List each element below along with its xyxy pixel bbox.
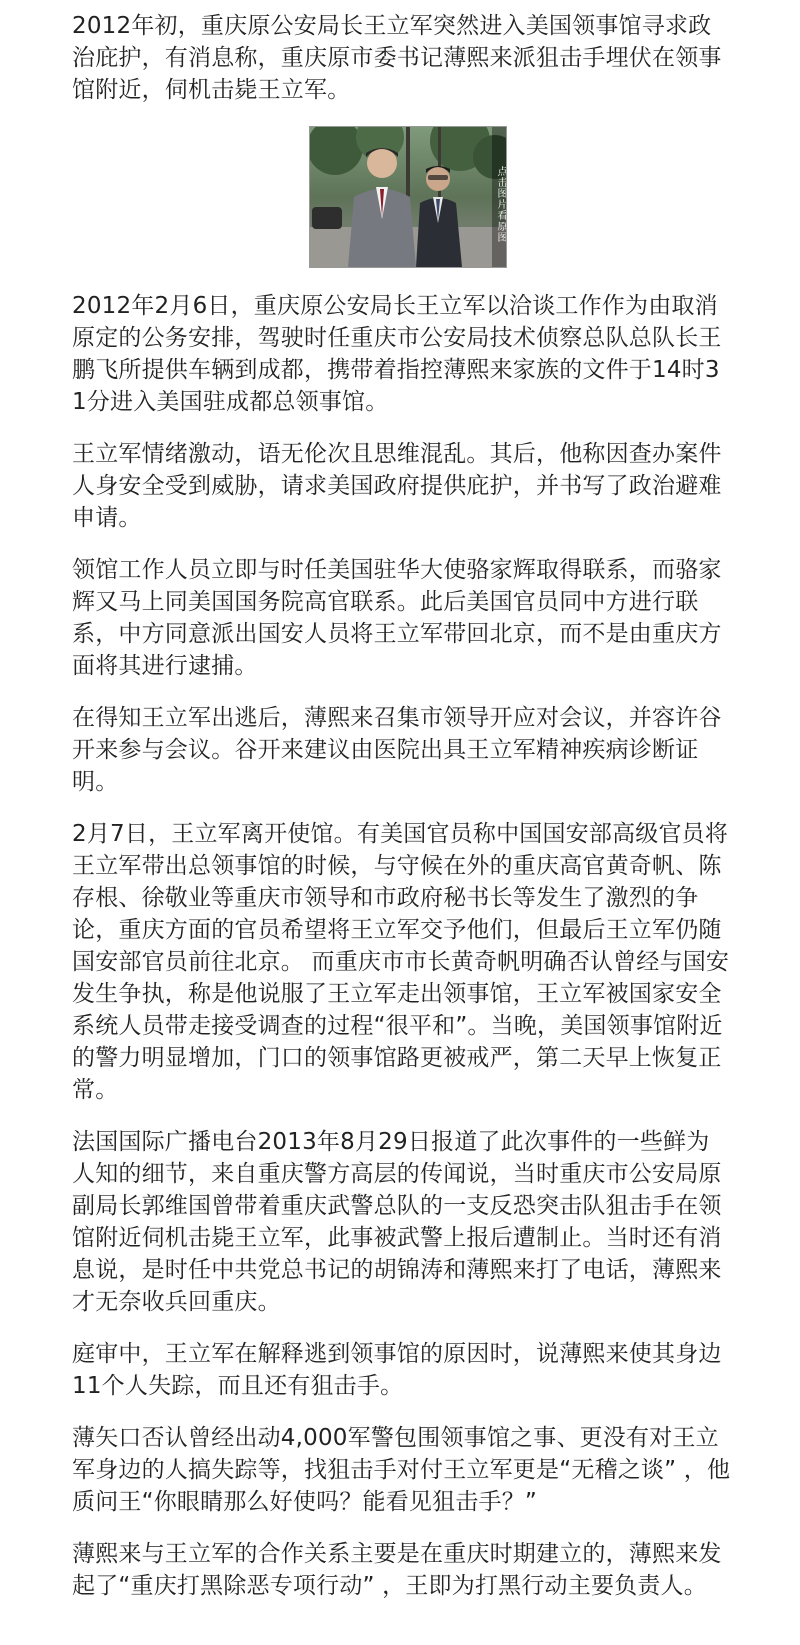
photo-caption[interactable]: 点击图片看原图 xyxy=(492,127,506,267)
photo-container xyxy=(72,126,732,268)
article xyxy=(72,10,732,1622)
paragraph-9: 薄矢口否认曾经出动4,000军警包围领事馆之事、更没有对王立军身边的人搞失踪等，找狙击手对付王立军更是“无稽之谈” ，他质问王“你眼睛那么好使吗？能看见狙击手？” xyxy=(72,1425,731,1515)
paragraph-3: 王立军情绪激动，语无伦次且思维混乱。其后，他称因查办案件人身安全受到威胁，请求美国政府提供庇护，并书写了政治避难申请。 xyxy=(72,441,722,531)
paragraph-7: 法国国际广播电台2013年8月29日报道了此次事件的一些鲜为人知的细节，来自重庆警方高层的传闻说，当时重庆市公安局原副局长郭维国曾带着重庆武警总队的一支反恐突击队狙击手在领馆附近伺机击毙王立军，此事被武警上报后遭制止。当时还有消息说，是时任中共党总书记的胡锦涛和薄熙来打了电话，薄熙来才无奈收兵回重庆。 xyxy=(72,1129,722,1315)
paragraph-4: 领馆工作人员立即与时任美国驻华大使骆家辉取得联系，而骆家辉又马上同美国国务院高官联系。此后美国官员同中方进行联系，中方同意派出国安人员将王立军带回北京，而不是由重庆方面将其进行逮捕。 xyxy=(72,557,722,679)
paragraph-2: 2012年2月6日，重庆原公安局长王立军以洽谈工作作为由取消原定的公务安排，驾驶时任重庆市公安局技术侦察总队总队长王鹏飞所提供车辆到成都，携带着指控薄熙来家族的文件于14时31分进入美国驻成都总领事馆。 xyxy=(72,293,722,415)
photo-illustration xyxy=(310,127,506,267)
paragraph-10: 薄熙来与王立军的合作关系主要是在重庆时期建立的，薄熙来发起了“重庆打黑除恶专项行动” ，王即为打黑行动主要负责人。 xyxy=(72,1541,722,1599)
paragraph-1: 2012年初，重庆原公安局长王立军突然进入美国领事馆寻求政治庇护，有消息称，重庆原市委书记薄熙来派狙击手埋伏在领事馆附近，伺机击毙王立军。 xyxy=(72,13,722,103)
paragraph-6: 2月7日，王立军离开使馆。有美国官员称中国国安部高级官员将王立军带出总领事馆的时候，与守候在外的重庆高官黄奇帆、陈存根、徐敬业等重庆市领导和市政府秘书长等发生了激烈的争论，重庆方面的官员希望将王立军交予他们，但最后王立军仍随国安部官员前往北京。 而重庆市市长黄奇帆明确否认曾经与国安发生争执，称是他说服了王立军走出领事馆，王立军被国家安全系统人员带走接受调查的过程“很平和”。当晚，美国领事馆附近的警力明显增加，门口的领事馆路更被戒严，第二天早上恢复正常。 xyxy=(72,821,730,1103)
paragraph-8: 庭审中，王立军在解释逃到领事馆的原因时，说薄熙来使其身边11个人失踪，而且还有狙击手。 xyxy=(72,1341,722,1399)
article-photo[interactable] xyxy=(309,126,507,268)
paragraph-5: 在得知王立军出逃后，薄熙来召集市领导开应对会议，并容许谷开来参与会议。谷开来建议由医院出具王立军精神疾病诊断证明。 xyxy=(72,705,722,795)
